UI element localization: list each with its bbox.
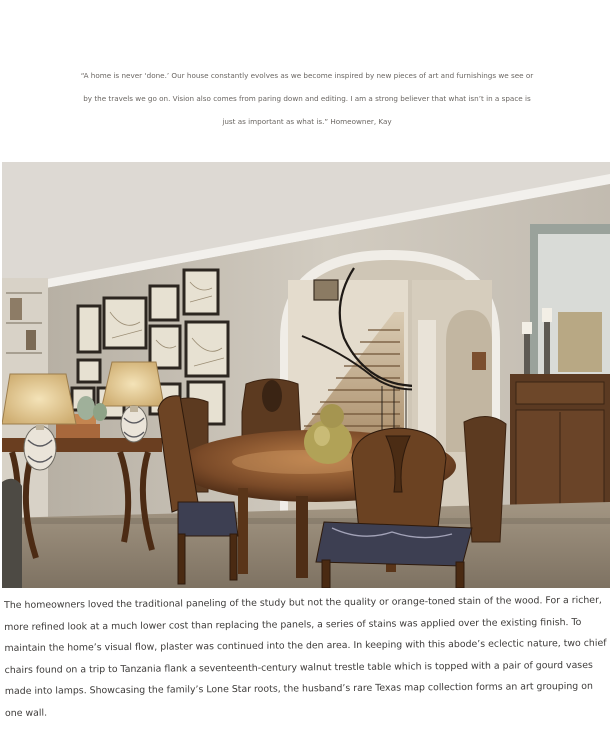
pull-quote: “A home is never ‘done.’ Our house constantly evolves as we become inspired by new pieces of art and furnishings we see or by the travels we go on. Vision also comes from paring down and editing. I am a strong believer that what isn’t in a space is just as important as what is.” Homeowner, Kay <box>80 71 534 126</box>
photo-caption: The homeowners loved the traditional paneling of the study but not the quality or orange-toned stain of the wood. For a richer, more refined look at a much lower cost than replacing the panels, a series of stains was applied over the existing finish. To maintain the home’s visual flow, plaster was continued into the den area. In keeping with this abode’s eclectic nature, two chief chairs found on a trip to Tanzania flank a seventeenth-century walnut trestle table which is topped with a pair of gourd vases made into lamps. Showcasing the family’s Lone Star roots, the husband’s rare Texas map collection forms an art grouping on one wall. <box>4 594 607 719</box>
dining-room-photo <box>2 162 610 588</box>
